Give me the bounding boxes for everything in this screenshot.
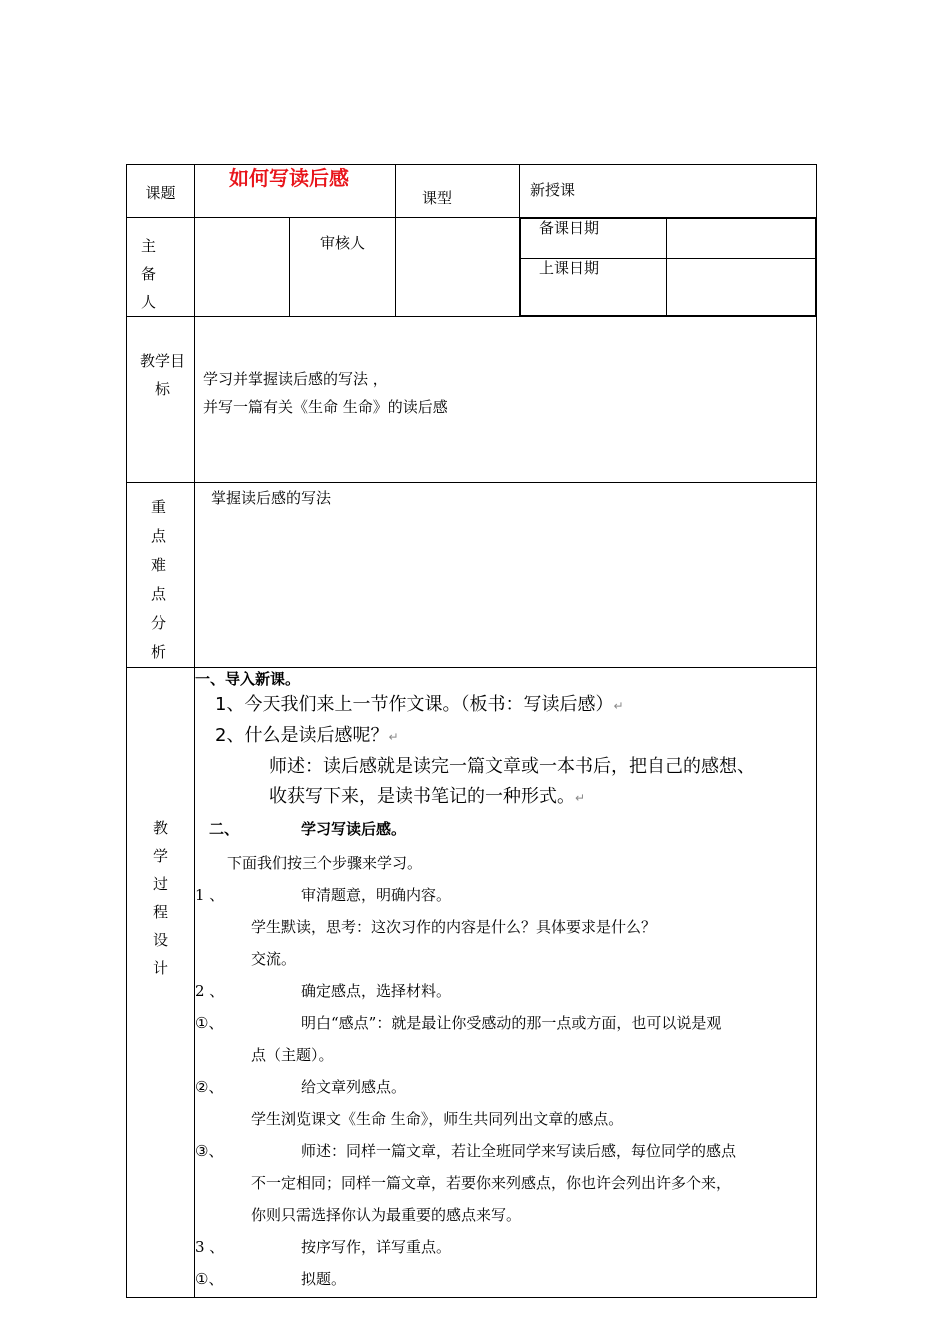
process-label-char: 计 (152, 959, 168, 977)
section-1-line-4-text: 收获写下来，是读书笔记的一种形式。 (269, 786, 575, 807)
reviewer-value (396, 218, 520, 317)
preparer-label: 主 备 人 (127, 218, 195, 317)
section-1-line-4 (195, 782, 816, 813)
point-3-num: ③、 (195, 1142, 224, 1160)
section-2-heading (195, 817, 816, 841)
return-mark: ↵ (575, 791, 586, 805)
lesson-plan-table (126, 164, 817, 1298)
type-label: 课型 (396, 165, 520, 218)
step-3-text: 按序写作，详写重点。 (301, 1238, 452, 1256)
section-2-title: 学习写读后感。 (301, 820, 407, 838)
section-1-line-2-text: 2、什么是读后感呢？ (215, 725, 389, 746)
process-label-char: 设 (152, 931, 168, 949)
process-label-char: 过 (152, 875, 168, 893)
process-label-char: 程 (152, 903, 168, 921)
intro-line: 下面我们按三个步骤来学习。 (227, 854, 423, 872)
sub-point-1 (195, 1267, 816, 1291)
section-1-line-2 (195, 721, 816, 752)
step-1-line-1: 学生默读，思考：这次习作的内容是什么？具体要求是什么？ (251, 918, 657, 936)
type-value: 新授课 (520, 165, 817, 218)
step-1 (195, 883, 816, 907)
section-1-line-1 (195, 690, 816, 721)
process-label-char: 教 (152, 819, 168, 837)
topic-title: 如何写读后感 (229, 166, 349, 190)
point-1-num: ①、 (195, 1014, 224, 1032)
step-3-num: 3 、 (195, 1238, 225, 1256)
key-points-text: 掌握读后感的写法 (211, 489, 332, 507)
point-1-line-2: 点（主题）。 (251, 1046, 334, 1064)
key-points-label: 重点难点分析 (127, 483, 195, 668)
date-subtable (520, 218, 816, 316)
point-2-num: ②、 (195, 1078, 224, 1096)
reviewer-label: 审核人 (290, 218, 396, 317)
objectives-row (127, 317, 817, 483)
section-1-title: 一、导入新课。 (195, 670, 301, 688)
key-points-row (127, 483, 817, 668)
process-label-char: 学 (152, 847, 168, 865)
step-3 (195, 1235, 816, 1259)
step-2 (195, 979, 816, 1003)
sub-point-1-text: 拟题。 (301, 1270, 347, 1288)
point-1-text: 明白“感点”：就是最让你受感动的那一点或方面，也可以说是观 (301, 1014, 722, 1032)
return-mark: ↵ (388, 730, 399, 744)
step-1-text: 审清题意，明确内容。 (301, 886, 452, 904)
prep-date-label: 备课日期 (521, 219, 667, 259)
prep-date-value (667, 219, 816, 259)
point-3-line-3: 你则只需选择你认为最重要的感点来写。 (251, 1206, 522, 1224)
topic-label: 课题 (127, 165, 195, 218)
objective-line-1: 学习并掌握读后感的写法 ， (203, 370, 388, 388)
step-1-num: 1 、 (195, 886, 225, 904)
step-2-text: 确定感点，选择材料。 (301, 982, 452, 1000)
process-row (127, 668, 817, 1298)
sub-point-1-num: ①、 (195, 1270, 224, 1288)
step-2-num: 2 、 (195, 982, 225, 1000)
point-3 (195, 1139, 816, 1163)
objectives-label: 教学目标 (127, 317, 195, 483)
class-date-label: 上课日期 (521, 259, 667, 316)
point-2-text: 给文章列感点。 (301, 1078, 407, 1096)
objective-line-2: 并写一篇有关《生命 生命》的读后感 (203, 398, 448, 416)
topic-row (127, 165, 817, 218)
class-date-value (667, 259, 816, 316)
preparer-row (127, 218, 817, 317)
point-1 (195, 1011, 816, 1035)
point-2 (195, 1075, 816, 1099)
return-mark: ↵ (613, 699, 624, 713)
point-3-text: 师述：同样一篇文章，若让全班同学来写读后感，每位同学的感点 (301, 1142, 737, 1160)
step-1-line-2: 交流。 (251, 950, 297, 968)
section-1-line-1-text: 1、今天我们来上一节作文课。（板书：写读后感） (215, 694, 614, 715)
section-2-num: 二、 (209, 820, 240, 838)
point-2-line-1: 学生浏览课文《生命 生命》，师生共同列出文章的感点。 (251, 1110, 624, 1128)
process-label (127, 668, 195, 1298)
preparer-value (195, 218, 290, 317)
section-1-line-3: 师述：读后感就是读完一篇文章或一本书后，把自己的感想、 (269, 756, 755, 777)
process-content (195, 668, 817, 1298)
point-3-line-2: 不一定相同；同样一篇文章，若要你来列感点，你也许会列出许多个来， (251, 1174, 732, 1192)
